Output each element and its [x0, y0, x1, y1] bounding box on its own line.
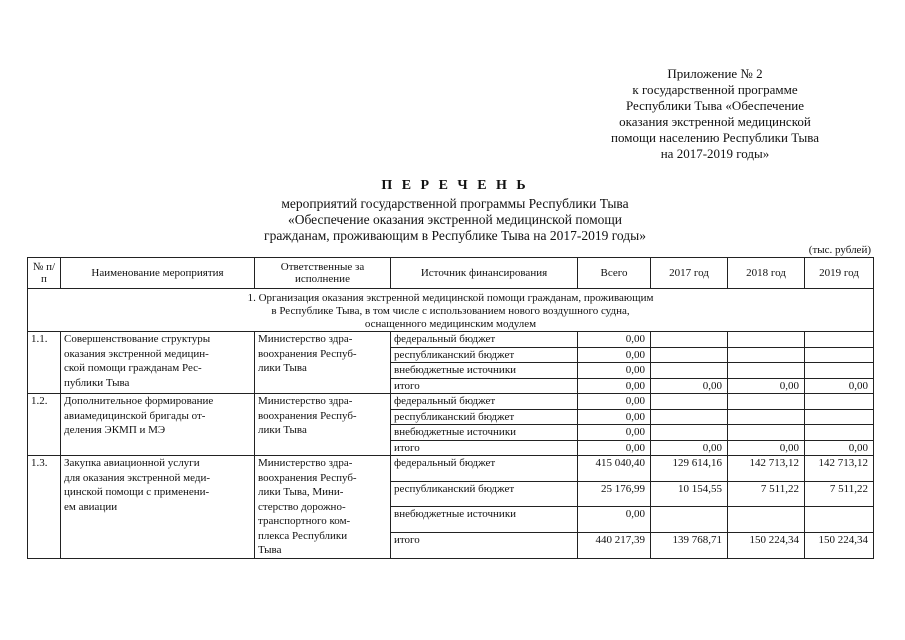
- document-subtitle: [200, 196, 710, 244]
- document-title: П Е Р Е Ч Е Н Ь: [381, 178, 529, 193]
- item-name: [61, 394, 255, 456]
- amount-total: 25 176,99: [578, 481, 651, 507]
- funding-source: итого: [391, 440, 578, 456]
- funding-source: федеральный бюджет: [391, 456, 578, 482]
- amount-2017: [651, 347, 728, 363]
- amount-2018: 150 224,34: [728, 532, 805, 558]
- item-responsible: [255, 394, 391, 456]
- amount-total: 0,00: [578, 347, 651, 363]
- amount-2017: [651, 363, 728, 379]
- funding-source: республиканский бюджет: [391, 409, 578, 425]
- amount-total: 0,00: [578, 507, 651, 533]
- amount-2018: [728, 363, 805, 379]
- item-responsible-line: стерство дорожно-: [258, 500, 346, 513]
- amount-2019: [805, 332, 874, 348]
- measures-table: [27, 257, 874, 559]
- amount-total: 415 040,40: [578, 456, 651, 482]
- item-name-line: цинской помощи с применени-: [64, 486, 210, 498]
- item-name-line: публики Тыва: [64, 376, 130, 389]
- amount-total: 0,00: [578, 378, 651, 394]
- amount-2019: 150 224,34: [805, 532, 874, 558]
- amount-2017: [651, 332, 728, 348]
- amount-2017: 10 154,55: [651, 481, 728, 507]
- amount-2019: [805, 394, 874, 410]
- amount-2018: [728, 507, 805, 533]
- amount-2018: 142 713,12: [728, 456, 805, 482]
- funding-source: федеральный бюджет: [391, 394, 578, 410]
- amount-2019: 7 511,22: [805, 481, 874, 507]
- amount-2019: [805, 347, 874, 363]
- item-name-line: Закупка авиационной услуги: [64, 457, 200, 469]
- amount-2019: [805, 363, 874, 379]
- amount-2018: [728, 409, 805, 425]
- amount-2017: [651, 425, 728, 441]
- amount-2019: 0,00: [805, 378, 874, 394]
- amount-total: 0,00: [578, 425, 651, 441]
- funding-source: итого: [391, 532, 578, 558]
- item-responsible-line: воохранения Респуб-: [258, 347, 357, 360]
- table-row: [28, 332, 874, 348]
- table-row: [28, 456, 874, 482]
- section-line: 1. Организация оказания экстренной медицинской помощи гражданам, проживающим: [247, 292, 654, 304]
- item-responsible-line: Тыва: [258, 544, 282, 556]
- amount-2017: 139 768,71: [651, 532, 728, 558]
- item-number: 1.1.: [28, 332, 61, 394]
- item-responsible-line: лики Тыва, Мини-: [258, 486, 344, 498]
- item-name-line: оказания экстренной медицин-: [64, 347, 209, 360]
- item-number: 1.3.: [28, 456, 61, 559]
- amount-2018: [728, 332, 805, 348]
- amount-2017: [651, 409, 728, 425]
- item-name-line: ем авиации: [64, 500, 118, 513]
- funding-source: внебюджетные источники: [391, 425, 578, 441]
- annex-block: [565, 66, 865, 162]
- funding-source: итого: [391, 378, 578, 394]
- header-responsible: Ответственные за исполнение: [255, 258, 391, 289]
- amount-2019: 142 713,12: [805, 456, 874, 482]
- amount-2019: [805, 425, 874, 441]
- item-responsible-line: плекса Республики: [258, 529, 348, 542]
- amount-2018: 0,00: [728, 378, 805, 394]
- annex-line: Республики Тыва «Обеспечение: [625, 98, 805, 113]
- amount-2018: [728, 425, 805, 441]
- table-row: [28, 394, 874, 410]
- header-2018: 2018 год: [728, 258, 805, 289]
- item-responsible-line: воохранения Респуб-: [258, 409, 357, 422]
- funding-source: внебюджетные источники: [391, 363, 578, 379]
- item-name-line: Совершенствование структуры: [64, 333, 211, 345]
- item-name-line: ской помощи гражданам Рес-: [64, 362, 202, 374]
- amount-2017: 0,00: [651, 378, 728, 394]
- section-title: [28, 289, 874, 332]
- amount-2018: [728, 394, 805, 410]
- item-responsible-line: Министерство здра-: [258, 333, 353, 345]
- item-name-line: деления ЭКМП и МЭ: [64, 424, 166, 436]
- annex-line: к государственной программе: [632, 82, 798, 97]
- funding-source: федеральный бюджет: [391, 332, 578, 348]
- amount-total: 440 217,39: [578, 532, 651, 558]
- header-2019: 2019 год: [805, 258, 874, 289]
- subtitle-line: «Обеспечение оказания экстренной медицинской помощи: [287, 212, 623, 227]
- item-responsible-line: Министерство здра-: [258, 457, 353, 469]
- item-name: [61, 456, 255, 559]
- subtitle-line: гражданам, проживающим в Республике Тыва на 2017-2019 годы»: [264, 228, 646, 243]
- annex-line: на 2017-2019 годы»: [660, 146, 770, 161]
- amount-2019: 0,00: [805, 440, 874, 456]
- amount-total: 0,00: [578, 332, 651, 348]
- annex-line: оказания экстренной медицинской: [619, 114, 811, 129]
- item-responsible: [255, 456, 391, 559]
- header-num: № п/п: [28, 258, 61, 289]
- amount-total: 0,00: [578, 394, 651, 410]
- amount-2017: 129 614,16: [651, 456, 728, 482]
- header-source: Источник финансирования: [391, 258, 578, 289]
- item-responsible-line: воохранения Респуб-: [258, 471, 357, 484]
- item-name-line: авиамедицинской бригады от-: [64, 409, 206, 422]
- annex-line: помощи населению Республики Тыва: [611, 130, 819, 145]
- funding-source: внебюджетные источники: [391, 507, 578, 533]
- item-name: [61, 332, 255, 394]
- amount-2018: 7 511,22: [728, 481, 805, 507]
- amount-2018: 0,00: [728, 440, 805, 456]
- section-row: [28, 289, 874, 332]
- item-responsible-line: транспортного ком-: [258, 515, 351, 527]
- table-header-row: [28, 258, 874, 289]
- header-name: Наименование мероприятия: [61, 258, 255, 289]
- funding-source: республиканский бюджет: [391, 481, 578, 507]
- section-line: в Республике Тыва, в том числе с использованием нового воздушного судна,: [271, 305, 630, 317]
- amount-2019: [805, 507, 874, 533]
- funding-source: республиканский бюджет: [391, 347, 578, 363]
- item-name-line: Дополнительное формирование: [64, 395, 214, 407]
- item-responsible-line: лики Тыва: [258, 424, 307, 436]
- item-responsible: [255, 332, 391, 394]
- amount-total: 0,00: [578, 363, 651, 379]
- amount-2017: [651, 507, 728, 533]
- amount-2017: 0,00: [651, 440, 728, 456]
- header-2017: 2017 год: [651, 258, 728, 289]
- item-number: 1.2.: [28, 394, 61, 456]
- item-responsible-line: Министерство здра-: [258, 395, 353, 407]
- header-total: Всего: [578, 258, 651, 289]
- item-name-line: для оказания экстренной меди-: [64, 471, 211, 484]
- section-line: оснащенного медицинским модулем: [364, 318, 537, 330]
- amount-2019: [805, 409, 874, 425]
- item-responsible-line: лики Тыва: [258, 362, 307, 374]
- units-label: (тыс. рублей): [808, 244, 871, 256]
- amount-2017: [651, 394, 728, 410]
- subtitle-line: мероприятий государственной программы Республики Тыва: [281, 196, 629, 211]
- amount-total: 0,00: [578, 409, 651, 425]
- amount-2018: [728, 347, 805, 363]
- annex-line: Приложение № 2: [667, 66, 763, 81]
- amount-total: 0,00: [578, 440, 651, 456]
